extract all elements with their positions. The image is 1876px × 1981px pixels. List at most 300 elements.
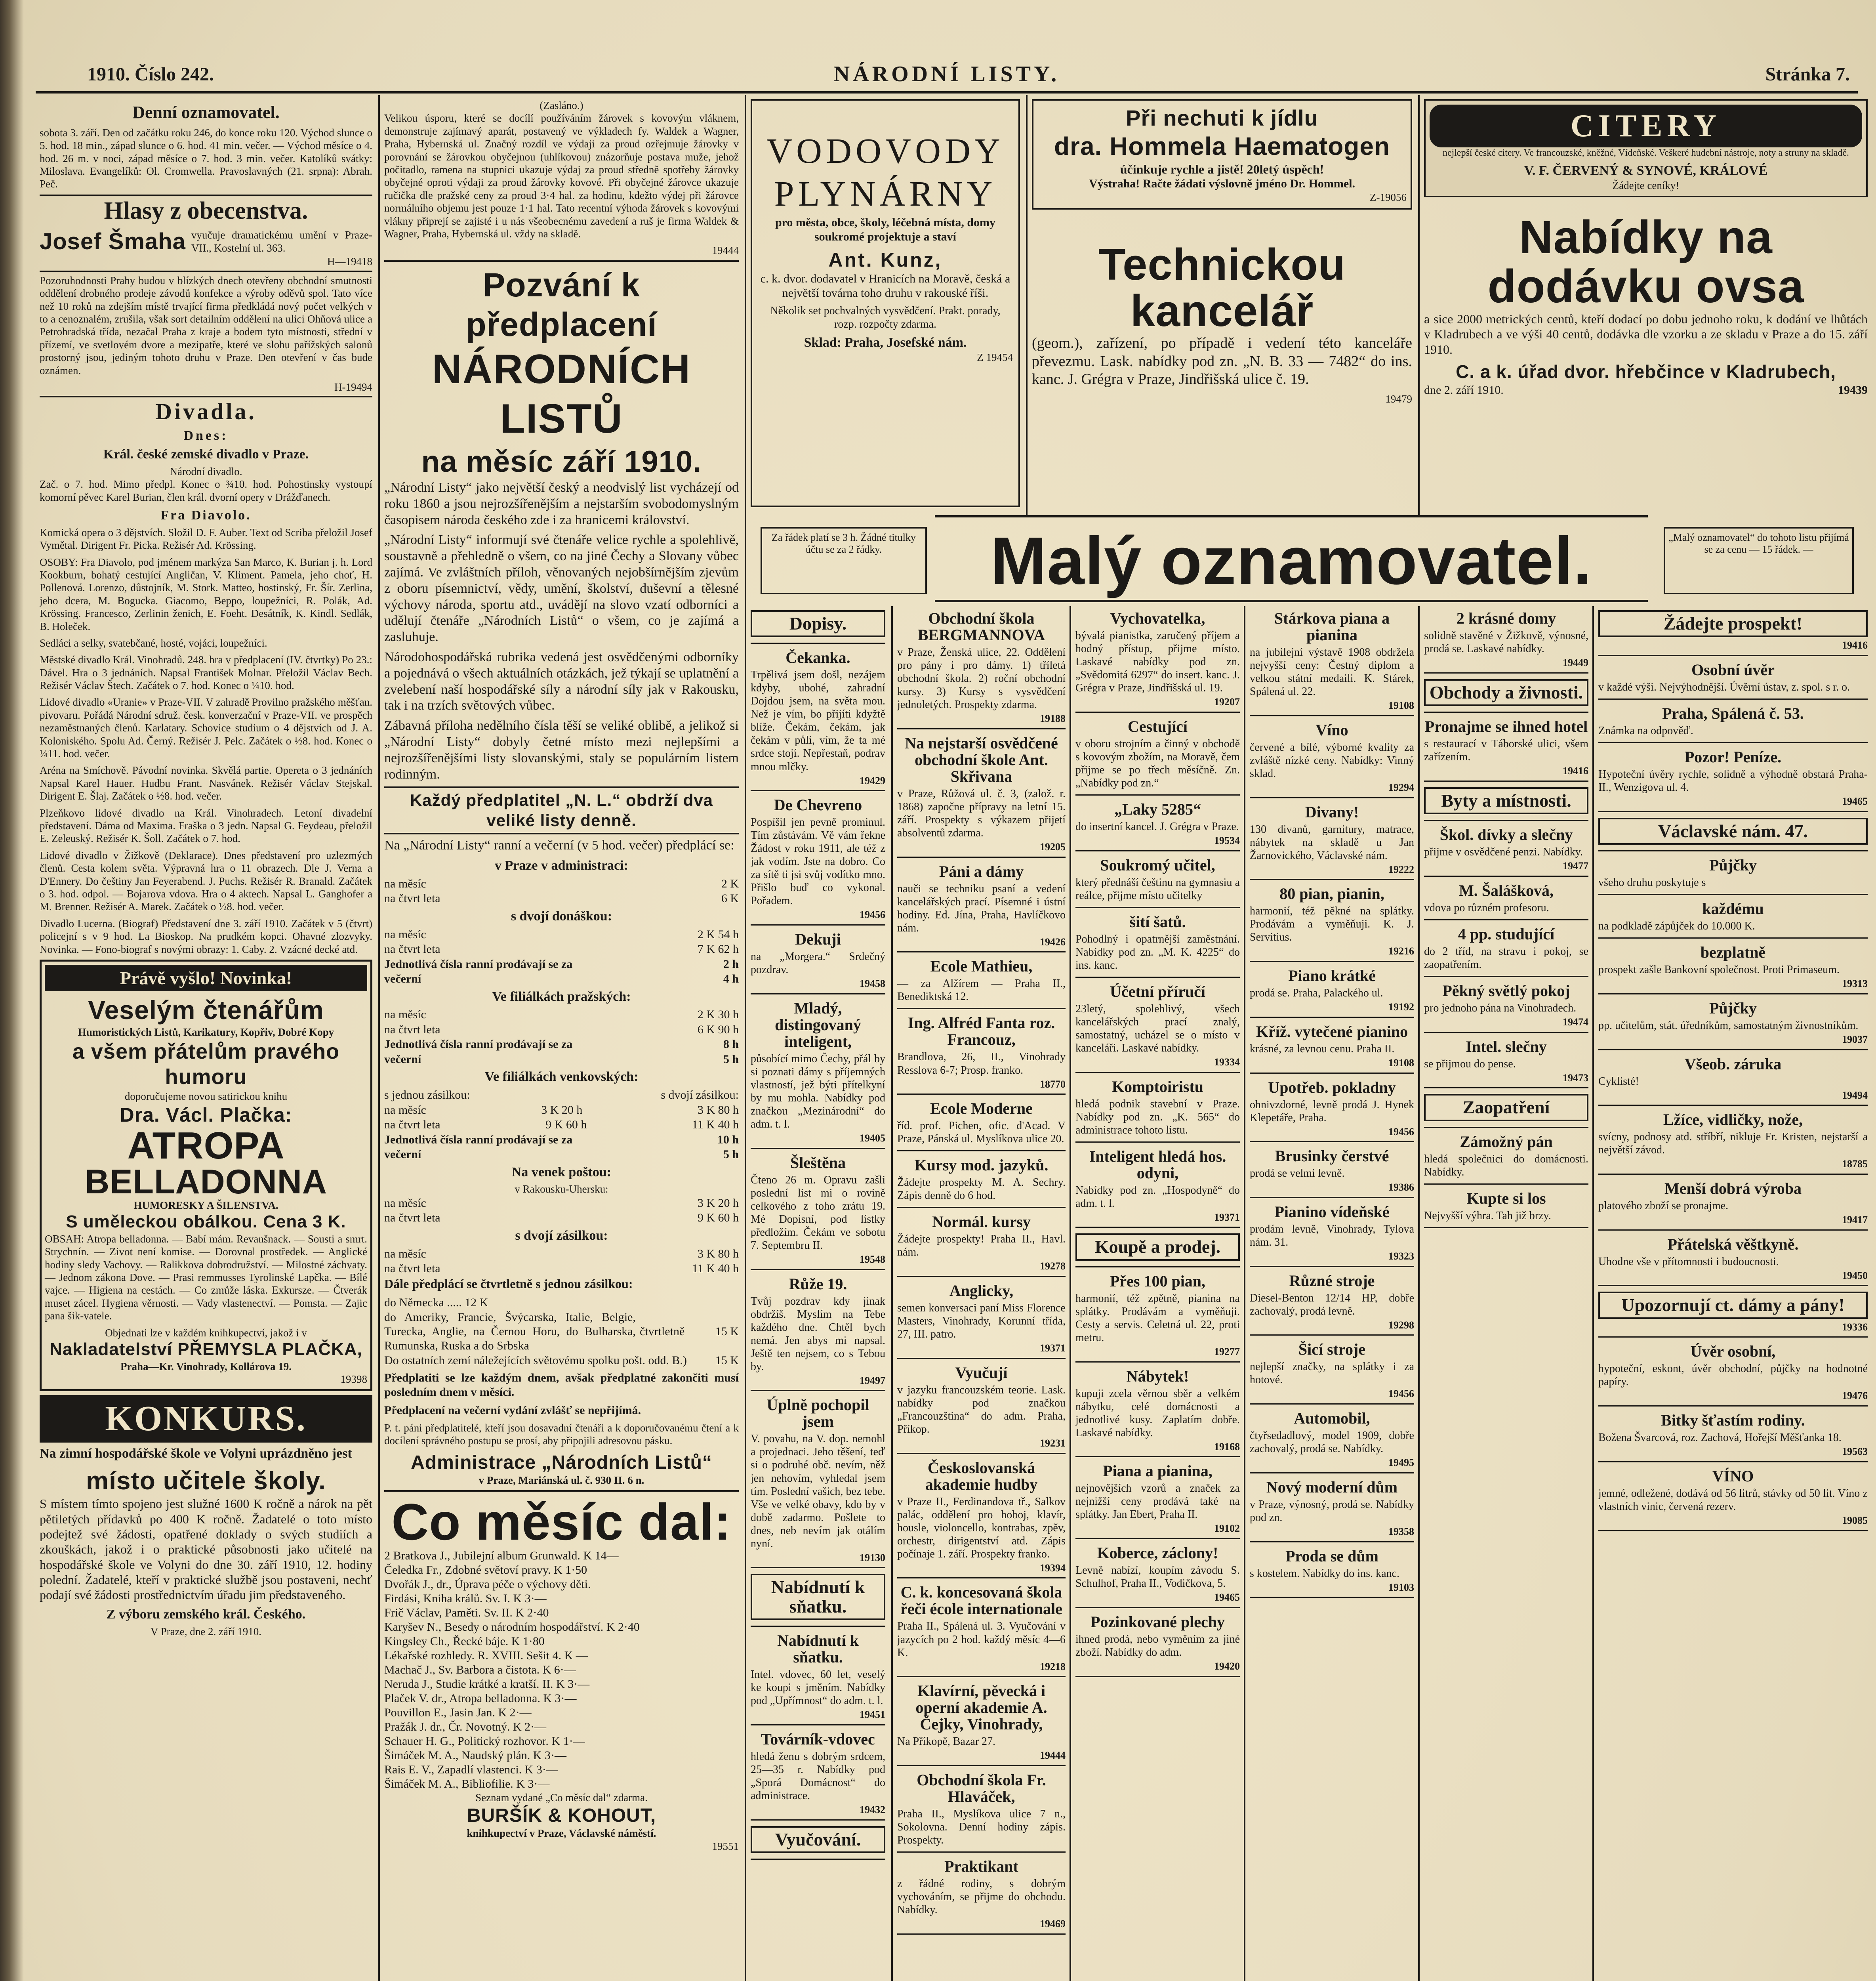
column-rule (1070, 606, 1071, 1981)
classified-ad-text: Nabídky pod zn. „Hospodyně“ do adm. t. l. (1075, 1184, 1240, 1210)
classified-ad-text: přijme v osvědčené penzi. Nabídky. (1424, 846, 1583, 859)
classified-ad-number: 19473 (1563, 1072, 1588, 1084)
price-label: na čtvrt leta (384, 1118, 440, 1132)
classified-ad-number: 19334 (1214, 1056, 1240, 1068)
section-subtitle: Dnes: (183, 428, 229, 443)
classified-ad-title: Nabídnutí k sňatku. (751, 1574, 885, 1620)
classified-ad-number: 19534 (1214, 834, 1240, 846)
classified-ad (1598, 1292, 1868, 1338)
classified-ad-number: 18785 (1842, 1158, 1868, 1170)
price-value: 2 K 30 h (697, 1008, 739, 1021)
classified-ad (1250, 722, 1414, 798)
subscription-title: na měsíc září 1910. (421, 445, 702, 479)
classified-ad-title: Obchody a živnosti. (1424, 679, 1588, 706)
classified-ad (751, 610, 885, 644)
classified-ad (1598, 749, 1868, 812)
classified-ad-title: 2 krásné domy (1456, 610, 1556, 627)
classified-ad-text: ohnivzdorné, levně prodá J. Hynek Klepetáře, Praha. (1250, 1098, 1414, 1124)
classified-ad (1250, 1548, 1414, 1598)
classified-ad-text: prodá se velmi levně. (1250, 1167, 1345, 1180)
classified-ad-title: Piana a pianina, (1103, 1462, 1213, 1480)
classified-ad-text: prospekt zašle Bankovní společnost. Proti Primaseum. (1598, 964, 1840, 976)
classified-ad (1250, 1079, 1414, 1143)
book-item: Karyšev N., Besedy o národním hospodářství. K 2·40 (384, 1620, 640, 1634)
classified-ad (1598, 1180, 1868, 1231)
ad-number: 19439 (1838, 384, 1868, 397)
classified-ad (1424, 610, 1588, 674)
classified-ad-title: 4 pp. studující (1458, 925, 1555, 943)
classified-ad-title: Šleštěna (790, 1153, 846, 1172)
administration-address: v Praze, Mariánská ul. č. 930 II. 6 n. (479, 1474, 644, 1487)
ad-text: Výstraha! Račte žádati výslovně jméno Dr. Hommel. (1089, 177, 1356, 191)
price-label: na čtvrt leta (384, 1262, 440, 1275)
classified-ad (1424, 718, 1588, 782)
classified-ad-text: v jazyku francouzském teorie. Lask. nabídky pod značkou „Francouzština“ do adm. Praha, Příkop. (897, 1384, 1066, 1435)
classified-ad (897, 1214, 1066, 1277)
classified-ad (1598, 857, 1868, 895)
book-item: Pražák J. dr., Čr. Novotný. K 2·— (384, 1720, 547, 1734)
ad-text: nejlepší české citery. Ve francouzské, kněžné, Vídeňské. Veškeré hudební nástroje, noty a struny na skladě. (1442, 148, 1849, 158)
classified-ad (1424, 1038, 1588, 1089)
ad-banner: Právě vyšlo! Novinka! (45, 965, 367, 991)
classified-ad-number: 19298 (1388, 1319, 1414, 1331)
classified-ad-text: solidně stavěné v Žižkově, výnosné, prodá se. Laskavé nabídky. (1424, 630, 1588, 655)
book-item: Kingsley Ch., Řecké báje. K 1·80 (384, 1635, 545, 1648)
price-section: Ve filiálkách pražských: (492, 989, 631, 1004)
price-table (384, 1007, 739, 1037)
article-text: Zábavná příloha nedělního čísla těší se veliké oblibě, a jelikož si „Národní Listy“ dobyly četné místo mezi nejlepšími a nejrozšířenějšími listy slovanskými, staly se populárním listem rodinným. (384, 718, 739, 782)
classified-ad (751, 1276, 885, 1391)
classified-ad-text: s restaurací v Táborské ulici, všem zařízením. (1424, 738, 1588, 763)
issue-number: 1910. Číslo 242. (87, 64, 214, 85)
book-item: Plaček V. dr., Atropa belladonna. K 3·— (384, 1692, 577, 1705)
section-label: (Zasláno.) (540, 99, 583, 111)
classified-ad-text: na „Morgera.“ Srdečný pozdrav. (751, 950, 885, 976)
classified-ad-title: Víno (1315, 721, 1348, 739)
subscription-note: Předplatiti se lze každým dnem, avšak předplatné zakončiti musí posledním dnem v měsíci. (384, 1371, 739, 1399)
classified-ad-number: 19294 (1388, 781, 1414, 793)
classified-ad-title: Čekanka. (785, 649, 850, 667)
classified-ad-text: červené a bílé, výborné kvality za zvláště nízké ceny. Nabídky: Vinný sklad. (1250, 741, 1414, 780)
classified-ad-text: Praha II., Spálená ul. 3. Vyučování v jazycích po 2 hod. každý měsíc 4—6 K. (897, 1620, 1066, 1659)
column-2 (384, 99, 739, 1981)
column-rule (1418, 606, 1420, 1981)
classified-ad-title: Úplně pochopil jsem (766, 1396, 869, 1431)
column-rule (1244, 606, 1245, 1981)
classified-ad (751, 1731, 885, 1821)
classified-ad-title: „Laky 5285“ (1114, 800, 1201, 818)
classified-ad-title: Všeob. záruka (1684, 1055, 1782, 1073)
classified-ad-text: Božena Švarcová, roz. Zachová, Hořejší Měšťanka 18. (1598, 1431, 1842, 1444)
price-section: Ve filiálkách venkovských: (484, 1069, 639, 1084)
ad-firm: C. a k. úřad dvor. hřebčince v Kladrubech, (1456, 361, 1836, 382)
classified-ad-title: Páni a dámy (939, 862, 1024, 880)
classified-ad-number: 19474 (1563, 1016, 1588, 1028)
price-value: 15 K (715, 1324, 739, 1338)
header-rule (36, 91, 1858, 94)
classified-ad-title: Upotřeb. pokladny (1268, 1078, 1396, 1096)
price-label: na měsíc (384, 928, 426, 941)
classified-ad (1075, 1233, 1240, 1267)
classified-ad-text: prodá se. Praha, Palackého ul. (1250, 987, 1383, 1000)
ad-headline: a všem přátelům pravého humoru (72, 1039, 340, 1089)
classified-ad-number: 18770 (1040, 1078, 1066, 1090)
ad-book-title: BELLADONNA (85, 1162, 327, 1201)
price-table (384, 1196, 739, 1225)
section-title: Hlasy z obecenstva. (104, 197, 308, 224)
classified-ad-number: 19207 (1214, 696, 1240, 708)
theatre-text: Sedláci a selky, svatebčané, hosté, vojáci, loupežníci. (40, 637, 267, 649)
classified-ad-title: Anglicky, (949, 1282, 1014, 1300)
classified-ad (751, 1574, 885, 1627)
classified-ad-text: čtyřsedadlový, model 1909, dobře zachovalý, prodá se. Nabídky. (1250, 1429, 1414, 1455)
classified-ad (897, 1858, 1066, 1935)
classified-ad-title: Pronajme se ihned hotel (1424, 718, 1588, 736)
classified-ad-number: 19218 (1040, 1660, 1066, 1672)
ad-text: doporučujeme novou satirickou knihu (124, 1090, 288, 1103)
classified-ad-text: Levně nabízí, koupím závodu S. Schulhof, Praha II., Vodičkova, 5. (1075, 1564, 1240, 1590)
konkurs-text: S místem tímto spojeno jest služné 1600 K ročně a nárok na pět pětiletých přídavků po 400 K ročně. Žadatelé o toto místo podejtež své žádosti, opatřené doklady o svých studiích a zkouškách, jakož i o praktické působnosti jako učitelé na hospodářské škole ve Volyni do dne 30. září 1910, 12. hodiny polední. Žadatelé, kteří v praktické službě jsou postaveni, nechť podají své žádosti prostřednictvím úřadu jim představeného. (40, 1496, 372, 1602)
classified-ad (897, 1772, 1066, 1853)
classified-ad-title: Dopisy. (751, 610, 885, 637)
classified-ad-number: 19450 (1842, 1269, 1868, 1281)
price-value: 5 h (723, 1148, 739, 1161)
price-label: na měsíc (384, 1247, 426, 1260)
bookshop-address: knihkupectví v Praze, Václavské náměstí. (467, 1827, 656, 1840)
classified-ad-number: 19456 (1388, 1388, 1414, 1400)
price-value: 7 K 62 h (697, 943, 739, 956)
konkurs-headline: místo učitele školy. (86, 1466, 326, 1495)
price-label: s dvojí zásilkou: (661, 1088, 739, 1102)
classified-ad-title: M. Šalášková, (1459, 881, 1554, 899)
classified-ad-number: 19476 (1842, 1390, 1868, 1402)
classified-ad-text: jemné, odležené, dodává od 56 litrů, stávky od 50 lit. Víno z vlastních vinic, červená rezerv. (1598, 1487, 1868, 1513)
classified-ad-title: Klavírní, pěvecká i operní akademie A. Čejky, Vinohrady, (915, 1682, 1047, 1733)
classified-ad-text: Praha II., Myslíkova ulice 7 n., Sokolovna. Denní hodiny zápis. Prospekty. (897, 1807, 1066, 1846)
classified-ad-number: 19222 (1388, 863, 1414, 875)
ad-name: Josef Šmaha (40, 228, 186, 254)
classified-ad-number: 19231 (1040, 1437, 1066, 1449)
classified-column-3 (751, 610, 885, 1981)
classified-ad-number: 19417 (1842, 1214, 1868, 1225)
classified-ad-text: krásné, za levnou cenu. Praha II. (1250, 1042, 1395, 1055)
classified-ad-text: Čteno 26 m. Opravu zašli poslední list mi o rovině celkového z toho zrátu 19. Mé Dopisní, pod lístky předložím. Čekám ve sobotu 7. Septembru II. (751, 1174, 885, 1252)
book-list (384, 1549, 739, 1791)
classified-ad (1075, 1614, 1240, 1677)
section-title: Denní oznamovatel. (132, 103, 280, 122)
classified-ad-title: Menší dobrá výroba (1664, 1179, 1802, 1197)
ad-text: Sklad: Praha, Josefské nám. (804, 335, 967, 350)
classified-ad-text: semen konversaci paní Miss Florence Masters, Vinohrady, Korunní třída, 27, III. patro. (897, 1302, 1066, 1341)
classified-ad-number: 19458 (860, 978, 885, 990)
classified-ad-number: 19548 (860, 1253, 885, 1265)
classified-ad (897, 1460, 1066, 1579)
classified-ad-text: v oboru strojním a činný v obchodě s kovovým zbožím, na Moravě, čem přijme se po třech měsíčně. Zn. „Nabídky pod zn.“ (1075, 737, 1240, 789)
price-value: 4 h (723, 972, 739, 986)
classified-ad (897, 610, 1066, 729)
classified-ad-title: Českoslovanská akademie hudby (925, 1458, 1038, 1493)
classified-ad-text: pro jednoho pána na Vinohradech. (1424, 1002, 1577, 1014)
ad-firm: V. F. ČERVENÝ & SYNOVÉ, KRÁLOVÉ (1524, 163, 1768, 178)
classified-ad-number: 19451 (860, 1709, 885, 1721)
price-label: s jednou zásilkou: (384, 1088, 470, 1102)
book-item: Lékařské rozhledy. R. XVIII. Sešit 4. K — (384, 1649, 588, 1662)
classified-ad-number: 19313 (1842, 978, 1868, 990)
theatre-text: OSOBY: Fra Diavolo, pod jménem markýza San Marco, K. Burian j. h. Lord Kookburn, bohatý cestující Angličan, V. Kliment. Pamela, jeho choť, H. Pollenová. Lorenzo, důstojník, M. Stork. Matteo, hostinský, Fr. Šír. Zerlina, jeho dcera, M. Bogucka. Giacomo, Beppo, loupežníci, R. Polák, Ad. Krössing. Francesco, Zerlinin ženich, E. Foeht. Desátník, K. Kindl. Sedlák, B. Holeček. (40, 556, 372, 632)
classified-ad (897, 958, 1066, 1009)
classified-ad-number: 19426 (1040, 936, 1066, 948)
classified-ad-title: Praha, Spálená č. 53. (1662, 704, 1804, 722)
classified-ad-title: Komptoiristu (1111, 1077, 1204, 1095)
ad-price: S uměleckou obálkou. Cena 3 K. (66, 1212, 346, 1232)
classified-ad-number: 19494 (1842, 1089, 1868, 1101)
classified-ad-title: Dekuji (795, 930, 841, 949)
price-row (384, 1210, 739, 1225)
classified-ad-text: do insertní kancel. J. Grégra v Praze. (1075, 820, 1239, 833)
classified-ad-title: Pianino vídeňské (1274, 1202, 1390, 1221)
price-value: 3 K 20 h (697, 1196, 739, 1210)
ad-text: a sice 2000 metrických centů, kteří dodací po dobu jednoho roku, k dodání ve lhůtách v Kladrubech a ve výši 40 centů, dodávka dle vzorku a ze skladu v Praze a do 15. září 1910. (1424, 311, 1868, 357)
classified-ad-text: Trpělivá jsem došl, nezájem kdyby, ubohé, zahradní Dojdou jsem, na světa mou. Než je vím, bo přijíti kdyžtě blíže. Čekám, čekám, jak čekám v půli, vím, že ta mé srdce stojí. Nepřestaň, podrav mnou mlčky. (751, 669, 885, 773)
classified-ad (1424, 826, 1588, 877)
classified-ad-text: na jubilejní výstavě 1908 obdržela nejvyšší ceny: Čestný diplom a velkou státní medaili. K. Stárek, Spálená ul. 22. (1250, 646, 1414, 698)
classified-ad-title: Mladý, distingovaný inteligent, (775, 999, 861, 1050)
theatre-name: Král. české zemské divadlo v Praze. (103, 447, 309, 462)
classified-ad-title: bezplatně (1700, 943, 1766, 962)
classified-ad-title: Osobní úvěr (1691, 660, 1775, 679)
classified-ad-number: 19037 (1842, 1033, 1868, 1045)
article-text: sobota 3. září. Den od začátku roku 246, do konce roku 120. Východ slunce o 5. hod. 18 min., západ slunce o 6. hod. 41 min. večer. — Východ měsíce o 4. hod. 26 m. v noci, západ měsíce o 7. hod. 3 min. večer. Katolíků svátky: Miloslava. Evangelíků: Ol. Cromwella. Pravoslavných (21. srpna): Abrah. Peč. (40, 126, 372, 190)
classified-ad (897, 1365, 1066, 1454)
price-table (384, 927, 739, 957)
classified-ad-text: který přednáší češtinu na gymnasiu a reálce, přijme místo učitelky (1075, 876, 1240, 902)
book-item: Dvořák J., dr., Úprava péče o výchovy děti. (384, 1578, 591, 1591)
book-item: 2 Bratkova J., Jubilejní album Grunwald. K 14— (384, 1549, 619, 1563)
konkurs-title: KONKURS. (40, 1395, 372, 1443)
price-label: večerní (384, 1052, 421, 1066)
price-value: 10 h (717, 1133, 739, 1146)
classified-ad (751, 1826, 885, 1860)
classified-ad (1075, 1545, 1240, 1608)
price-table (384, 1103, 739, 1132)
classified-ad (1075, 914, 1240, 978)
classified-ad-title: Ing. Alfréd Fanta roz. Francouz, (907, 1014, 1055, 1049)
classified-ad-text: s kostelem. Nabídky do ins. kanc. (1250, 1567, 1399, 1580)
book-item: Rais E. V., Zapadlí vlastenci. K 3·— (384, 1763, 558, 1777)
classified-ad-text: Uhodne vše v přítomnosti i budoucnosti. (1598, 1255, 1779, 1268)
classified-ad-number: 19168 (1214, 1441, 1240, 1452)
classified-ad-number: 19371 (1214, 1211, 1240, 1223)
ad-text: Několik set pochvalných vysvědčení. Prakt. porady, rozp. rozpočty zdarma. (770, 305, 1001, 330)
price-value: 11 K 40 h (692, 1262, 739, 1275)
price-table (384, 876, 739, 906)
administration-title: Administrace „Národních Listů“ (411, 1452, 712, 1473)
classified-ad (751, 797, 885, 926)
classified-ad-title: Přátelská věštkyně. (1667, 1235, 1799, 1253)
classified-ad (897, 1157, 1066, 1208)
classified-ad (897, 1282, 1066, 1359)
classified-ad-number: 19108 (1388, 700, 1414, 712)
classified-ad-text: svícny, podnosy atd. stříbří, nikluje Fr. Kristen, nejstarší a největší závod. (1598, 1131, 1868, 1157)
classified-ad-text: na podkladě zápůjček do 10.000 K. (1598, 920, 1755, 933)
classified-ad (1598, 1111, 1868, 1175)
classified-ad-number: 19386 (1388, 1181, 1414, 1193)
classified-ad-text: Hypoteční úvěry rychle, solidně a výhodně obstará Praha-II., Wenzigova ul. 4. (1598, 768, 1868, 794)
classified-ad-text: pp. učitelům, stát. úředníkům, samostatným živnostníkům. (1598, 1019, 1859, 1032)
classified-ad-title: Vyučování. (751, 1826, 885, 1853)
classified-ad (1075, 983, 1240, 1073)
price-label: Jednotlivá čísla ranní prodávají se za (384, 957, 573, 971)
price-row (384, 876, 739, 891)
column-rule (891, 606, 893, 1981)
price-value: 6 K (721, 892, 739, 905)
classified-ad (1424, 983, 1588, 1033)
classified-ad-title: Růže 19. (789, 1275, 847, 1293)
section-title: Divadla. (155, 399, 257, 425)
classified-ad (897, 1100, 1066, 1151)
classified-ad-title: Normál. kursy (932, 1213, 1031, 1231)
citery-ad (1424, 99, 1868, 197)
classified-ad (1424, 926, 1588, 977)
classified-ad-text: Brandlova, 26, II., Vinohrady Resslova 6-7; Prosp. franko. (897, 1051, 1066, 1076)
price-value: 9 K 60 h (697, 1211, 739, 1225)
column-rule (1418, 95, 1420, 515)
classified-ad-title: Pozor! Peníze. (1684, 748, 1782, 766)
classified-ad-title: Koberce, záclony! (1097, 1544, 1218, 1562)
ad-headline: CITERY (1430, 105, 1862, 147)
classified-ad-title: Kříž. vytečené pianino (1256, 1022, 1408, 1040)
price-label: na měsíc (384, 877, 426, 890)
price-table (384, 1246, 739, 1276)
publisher-address: Praha—Kr. Vinohrady, Kollárova 19. (120, 1360, 292, 1372)
price-row (384, 1022, 739, 1037)
classified-ad (1598, 818, 1868, 851)
classified-ad (897, 735, 1066, 858)
article-text: „Národní Listy“ jako největší český a neodvislý list vycházejí od roku 1860 a jsou nejrozšířenějším a nejstarším svobodomyslným časopisem národa českého zde i za hranicemi království. (384, 480, 739, 527)
classified-ad (1598, 705, 1868, 743)
classified-ad-text: kupuji zcela věrnou sběr a velkém nábytku, celé domácnosti a jednotlivé kusy. Zaplatím dobře. Laskavé nabídky. (1075, 1387, 1240, 1439)
ad-text: Objednati lze v každém knihkupectví, jakož i v (105, 1326, 307, 1339)
ad-headline: Při nechuti k jídlu (1126, 105, 1318, 130)
price-row (384, 1117, 739, 1132)
classified-ad-title: Koupě a prodej. (1075, 1233, 1240, 1260)
theatre-text: Plzeňkovo lidové divadlo na Král. Vinohradech. Letoní divadelní představení. Dáma od Maxima. Fraška o 3 jedn. Napsal G. Feydeau, přeložil E. Zeleuský. Režisér K. Šoll. Začátek o 7. hod. (40, 807, 372, 845)
classified-ad-title: Pěkný světlý pokoj (1442, 981, 1570, 1000)
classified-ad (751, 1155, 885, 1270)
ad-headline: PLYNÁRNY (774, 174, 997, 214)
classified-ad (897, 1584, 1066, 1677)
classified-ad-title: Ecole Moderne (930, 1099, 1033, 1118)
book-item: Pouvillon E., Jasin Jan. K 2·— (384, 1706, 532, 1720)
classified-ad (751, 649, 885, 791)
ad-text: Žádejte ceníky! (1612, 179, 1680, 191)
theatre-text: Aréna na Smíchově. Pávodní novinka. Skvělá partie. Opereta o 3 jednáních Napsal Karel Hauer. Hudbu Frant. Nasvánek. Režisér Václav Stejskal. Dirigent E. Šlaj. Začátek o ½8. hod. večer. (40, 764, 372, 802)
price-label: do Ameriky, Francie, Švýcarska, Italie, Belgie, Turecka, Anglie, na Černou Horu, do Bulharska, Rumunska, Ruska a do Srbska (384, 1310, 636, 1352)
ad-text: c. k. dvor. dodavatel v Hranicích na Moravě, česká a největší továrna toho druhu v rakouské říši. (760, 272, 1010, 300)
classified-ad-number: 19495 (1388, 1457, 1414, 1469)
classified-ad (1598, 1468, 1868, 1531)
classified-ad-title: Byty a místnosti. (1424, 787, 1588, 814)
column-rule (378, 95, 380, 1981)
classified-ad-title: Upozornují ct. dámy a pány! (1598, 1292, 1868, 1319)
classified-ad-text: hypoteční, eskont, úvěr obchodní, půjčky na hodnotné papíry. (1598, 1363, 1868, 1388)
classified-ad-text: harmonií, též pěkné na splátky. Prodávám a vyměňuji. K. J. Servitius. (1250, 905, 1414, 944)
classified-ad-number: 19497 (860, 1374, 885, 1386)
theatre-text: Komická opera o 3 dějstvích. Složil D. F. Auber. Text od Scriba přeložil Josef Vymětal. Dirigent Fr. Picka. Režisér Ad. Krössing. (40, 526, 372, 552)
classified-ad-text: hledá ženu s dobrým srdcem, 25—35 r. Nabídky pod „Sporá Domácnost“ do administrace. (751, 1750, 885, 1802)
atropa-ad (40, 960, 372, 1391)
classified-ad-text: — za Alžírem — Praha II., Benediktská 12. (897, 977, 1066, 1003)
classified-ad-text: 130 divanů, garnitury, matrace, nábytek na skladě u Jan Žarnovického, Václavské nám. (1250, 823, 1414, 862)
ad-number: H-19494 (334, 381, 372, 393)
classified-ad-number: 19130 (860, 1552, 885, 1563)
price-value: 2 K (721, 877, 739, 890)
classified-ad-title: Inteligent hledá hos. odyni, (1089, 1147, 1226, 1182)
book-item: Šimáček M. A., Bibliofilie. K 3·— (384, 1777, 550, 1791)
classified-ad (1424, 787, 1588, 821)
column-rule (1026, 95, 1028, 515)
ad-book-title: ATROPA (127, 1124, 285, 1167)
publisher: Nakladatelství PŘEMYSLA PLAČKA, (50, 1339, 362, 1359)
ad-headline: VODOVODY (766, 132, 1004, 171)
classified-ad-number: 19323 (1388, 1250, 1414, 1262)
citery-area (1424, 99, 1868, 511)
bookshop-name: BURŠÍK & KOHOUT, (467, 1805, 656, 1826)
classified-ad (1598, 662, 1868, 700)
classified-ad-text: Žádejte prospekty M. A. Sechry. Zápis denně do 6 hod. (897, 1176, 1066, 1202)
classified-ad (1250, 886, 1414, 962)
price-label: Do ostatních zemí náležejících světovému spolku pošt. odd. B.) (384, 1353, 687, 1367)
classified-title: Malý oznamovatel. (935, 515, 1648, 602)
classified-ad-text: vdova po různém profesoru. (1424, 901, 1549, 914)
hommel-ad (1032, 99, 1412, 210)
classified-ad-title: Úvěr osobní, (1690, 1342, 1776, 1361)
classified-ad-title: Cestující (1127, 717, 1188, 735)
column-1 (40, 99, 372, 1981)
classified-ad-number: 19456 (1388, 1126, 1414, 1137)
classified-ad-number: 19102 (1214, 1523, 1240, 1534)
theatre-text: Lidové divadlo «Uranie» v Praze-VII. V zahradě Provilno pražského měšťan. pivovaru. Pořádá Národní sdruž. česk. konverzační v Praze-VII. ve prospěch nezaměstnaných členů. Karlatary. Schovice studium o 4 dějstvích od J. A. Koloniského. Spolu Ad. Černý. Režisér J. Pelc. Začátek o ½8. hod. Konec o ¼11. hod. večer. (40, 696, 372, 760)
classified-ad (897, 863, 1066, 953)
classified-ad-number: 19416 (1842, 639, 1868, 651)
hommel-area (1032, 99, 1412, 511)
price-label: na čtvrt leta (384, 892, 440, 905)
classified-ad-number: 19563 (1842, 1446, 1868, 1458)
article-text: Velikou úsporu, které se docílí používáním žárovek s kovovým vláknem, demonstruje zajímavý aparát, postavený ve výkladech fy. Waldek a Wagner, Praha, Hybernská ul. Značný rozdíl ve výdaji za proud ozřejmuje žárovky v porovnání se žárovkou obyčejnou (uhlíkovou) znázorňuje postava muže, jehož počitadlo, ramena na stupnici ukazuje výdaj za proud středně spotřeby žárovky obyčejné oproti výdaji za proud žárovky kovové. Při obyčejné žárovce ukazuje ručička dle pražské ceny za proud 3·4 hal. za hodinu, kdežto výdej při žárovce normálního objemu jest pouze 1·1 hal. Tato recentní výhoda žárovek s kovovými vlákny připrejí se zajisté i u nás všeobecnému zavedení a ruš je firma Waldek & Wagner, Praha, Hybernská ul. vždy na skladě. (384, 112, 739, 240)
classified-ad-title: Kupte si los (1466, 1189, 1546, 1207)
classified-ad-title: Obchodní škola Fr. Hlaváček, (917, 1771, 1046, 1805)
classified-ad (1598, 1412, 1868, 1462)
konkurs-sign: Z výboru zemského král. Českého. (106, 1607, 306, 1622)
classified-ad-text: v Praze, Růžová ul. č. 3, (založ. r. 1868) započne přípravy na letní 15. září. Prospekty s výkazem přijetí absolventů zdarma. (897, 787, 1066, 839)
classified-ad (751, 1397, 885, 1568)
classified-ad-text: Známka na odpověď. (1598, 725, 1693, 737)
classified-ad-title: Piano krátké (1288, 967, 1376, 985)
price-row (384, 1007, 739, 1022)
column-rule (745, 95, 746, 1981)
classified-ad-title: Žádejte prospekt! (1598, 610, 1868, 637)
price-section: s dvojí donáškou: (511, 908, 612, 924)
konkurs-date: V Praze, dne 2. září 1910. (151, 1625, 261, 1637)
theatre-text: Městské divadlo Král. Vinohradů. 248. hra v předplacení (IV. čtvrtky) Po 23.: Dável. Hra o 3 jednáních. Napsal František Molnar. Přeložil Václav Bech. Režisér Václav Štech. Začátek o 7. hod. Konec o ¼10. hod. (40, 654, 372, 692)
classified-ad-number: 19444 (1040, 1750, 1066, 1762)
classified-ad-title: každému (1702, 900, 1764, 918)
classified-ad-number: 19449 (1563, 657, 1588, 669)
classified-ad-text: Diesel-Benton 12/14 HP, dobře zachovalý, prodá levně. (1250, 1292, 1414, 1317)
classified-ad (1598, 1056, 1868, 1106)
classified-ad-text: nejnovějších vzorů a značek za nejnižší ceny prodává také na splátky. Jan Ebert, Praha II. (1075, 1482, 1240, 1521)
classified-ad-number: 19405 (860, 1132, 885, 1144)
